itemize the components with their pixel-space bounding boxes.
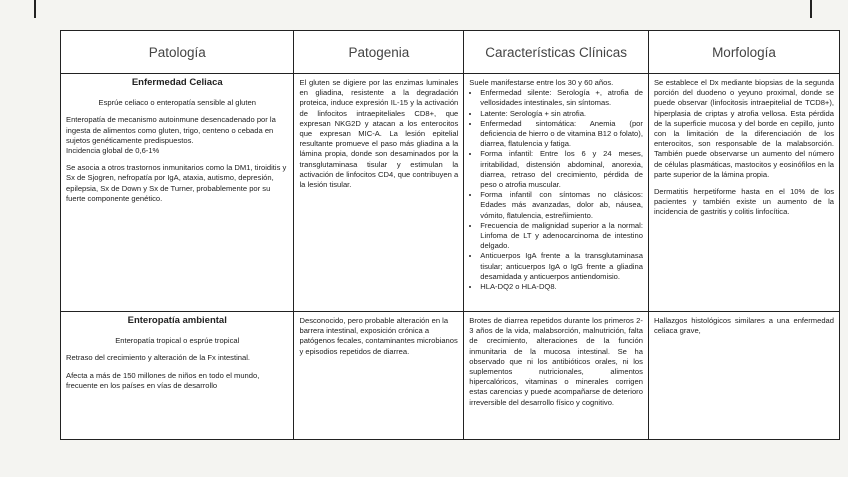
- celiac-associations: Se asocia a otros trastornos inmunitarios como la DM1, tiroiditis y Sx de Sjogren, nefropatía por IgA, ataxia, autismo, depresión, epilepsia, Sx de Down y Sx de Turner, probablemente por su fuerte componente genético.: [66, 163, 287, 203]
- celiac-clinical-list: [469, 88, 643, 292]
- table-row: [61, 74, 840, 312]
- list-item: • Anticuerpos IgA frente a la transglutaminasa tisular; anticuerpos IgA o IgG frente a gliadina desamidada y anticuerpos antiendomisio.: [480, 251, 643, 282]
- right-edge-bar: [810, 0, 812, 18]
- celiac-incidence: Incidencia global de 0,6-1%: [66, 146, 160, 156]
- environmental-prevalence: Afecta a más de 150 millones de niños en todo el mundo, frecuente en los países en vías de desarrollo: [66, 370, 260, 390]
- celiac-alias: Esprúe celiaco o enteropatía sensible al gluten: [98, 98, 256, 108]
- celiac-morphology-biopsy: Se establece el Dx mediante biopsias de la segunda porción del duodeno o yeyuno proximal, donde se puede observar (linfocitosis intraepitelial de TCD8+), hiperplasia de criptas y atrofia vellosa. Esta pérdida de la superficie mucosa y del borde en cepillo, junto con la limitación de la diferenciación de los enterocitos, son responsable de la malabsorción. También puede observarse un aumento del número de células plasmáticas, mastocitos y eosinófilos en la parte superior de la lámina propia.: [653, 78, 834, 179]
- environmental-clinical: Brotes de diarrea repetidos durante los primeros 2-3 años de la vida, malabsorción, malnutrición, falta de crecimiento, alteraciones de la función inmunitaria de la mucosa intestinal. Se ha observado que ni los antibióticos orales, ni los suplementos nutricionales, alimentos hipercalóricos, vitaminas o minerales corrigen estas carencias y puede acompañarse de deterioro irreversible del desarrollo físico y cognitivo.: [464, 312, 649, 440]
- environmental-title: Enteropatía ambiental: [127, 315, 227, 326]
- list-item: • Enfermedad silente: Serología +, atrofia de vellosidades intestinales, sin síntomas.: [480, 88, 643, 108]
- list-item: • Forma infantil: Entre los 6 y 24 meses, irritabilidad, distensión abdominal, anorexia, diarrea, retraso del crecimiento, pérdida de peso o atrofia muscular.: [480, 149, 643, 190]
- environmental-pathogenesis: Desconocido, pero probable alteración en la barrera intestinal, exposición crónica a patógenos fecales, contaminantes microbianos y episodios repetidos de diarrea.: [294, 312, 464, 440]
- header-caracteristicas: Características Clínicas: [464, 31, 649, 74]
- celiac-clinical-cell: [464, 74, 649, 312]
- pathology-table: [60, 30, 840, 440]
- list-item: • Enfermedad sintomática: Anemia (por deficiencia de hierro o de vitamina B12 o folato), diarrea, flatulencia y fatiga.: [480, 119, 643, 150]
- list-item: • HLA-DQ2 o HLA-DQ8.: [480, 282, 643, 292]
- header-row: [61, 31, 840, 74]
- list-item: • Frecuencia de malignidad superior a la normal: Linfoma de LT y adenocarcinoma de intestino delgado.: [480, 221, 643, 252]
- environmental-pathology-cell: [61, 312, 294, 440]
- celiac-morphology-cell: [648, 74, 839, 312]
- celiac-pathology-cell: [61, 74, 294, 312]
- left-edge-bar: [34, 0, 36, 18]
- table-row: [61, 312, 840, 440]
- environmental-desc: Retraso del crecimiento y alteración de la Fx intestinal.: [66, 353, 251, 363]
- celiac-desc: Enteropatía de mecanismo autoinmune desencadenado por la ingesta de alimentos como gluten, trigo, centeno o cebada en sujetos genéticamente predispuestos.: [66, 115, 276, 145]
- list-item: • Forma infantil con síntomas no clásicos: Edades más avanzadas, dolor ab, náusea, vómito, flatulencia, estreñimiento.: [480, 190, 643, 221]
- list-item: • Latente: Serología + sin atrofia.: [480, 109, 643, 119]
- celiac-pathogenesis: El gluten se digiere por las enzimas luminales en gliadina, resistente a la degradación proteica, induce expresión IL-15 y la activación de linfocitos intraepiteliales CD8+, que expresan NKG2D y atacan a los enterocitos que expresan MIC-A. La lesión epitelial resultante promueve el paso más gliadina a la lámina propia, donde son desaminados por la transglutaminasa tisular y estimulan la activación de linfocitos CD4, que contribuyen a la lesión tisular.: [294, 74, 464, 312]
- environmental-morphology: Hallazgos histológicos similares a una enfermedad celiaca grave,: [648, 312, 839, 440]
- header-patogenia: Patogenia: [294, 31, 464, 74]
- celiac-morphology-associations: Dermatitis herpetiforme hasta en el 10% de los pacientes y también existe un aumento de la incidencia de gastritis y colitis linfocítica.: [653, 187, 834, 217]
- header-patologia: Patología: [61, 31, 294, 74]
- environmental-alias: Enteropatía tropical o esprúe tropical: [115, 336, 240, 346]
- celiac-title: Enfermedad Celiaca: [131, 77, 223, 88]
- celiac-clinical-intro: Suele manifestarse entre los 30 y 60 años.: [469, 78, 614, 87]
- header-morfologia: Morfología: [648, 31, 839, 74]
